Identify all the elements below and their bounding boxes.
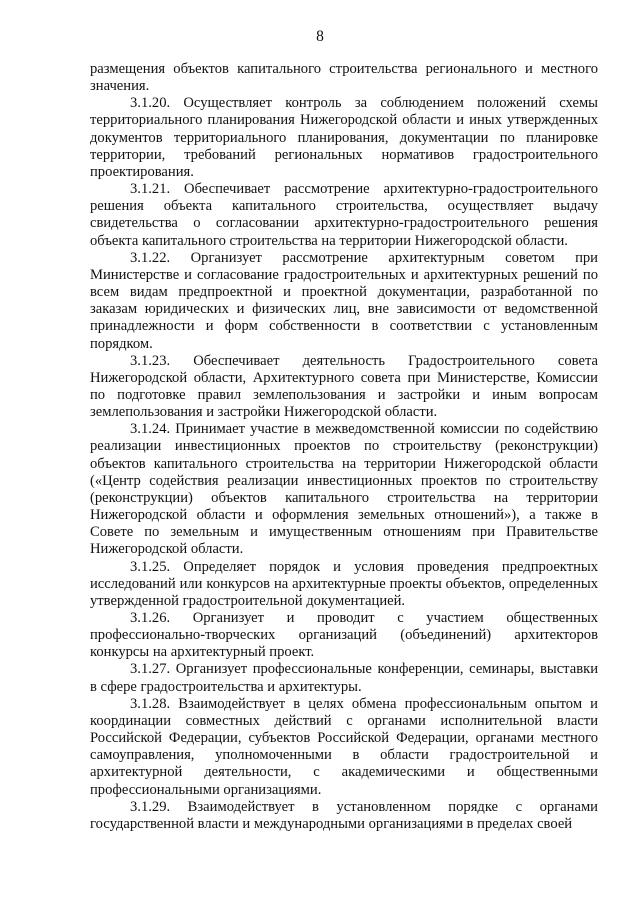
- paragraph-3-1-28: 3.1.28. Взаимодействует в целях обмена профессиональным опытом и координации совместных действий с органами исполнительной власти Российской Федерации, субъектов Российской Федерации, органами местного самоуправления, уполномоченными в области градостроительной и архитектурной деятельности, с академическими и общественными профессиональными организациями.: [90, 695, 598, 798]
- paragraph-3-1-24: 3.1.24. Принимает участие в межведомственной комиссии по содействию реализации инвестиционных проектов по строительству (реконструкции) объектов капитального строительства на территории Нижегородской области («Центр содействия реализации инвестиционных проектов по строительству (реконструкции) объектов капитального строительства на территории Нижегородской области и оформления земельных отношений»), а также в Совете по земельным и имущественным отношениям при Правительстве Нижегородской области.: [90, 421, 598, 558]
- paragraph-continuation: размещения объектов капитального строительства регионального и местного значения.: [90, 61, 598, 95]
- paragraph-3-1-23: 3.1.23. Обеспечивает деятельность Градостроительного совета Нижегородской области, Архитектурного совета при Министерстве, Комиссии по подготовке правил землепользования и застройки и иным вопросам землепользования и застройки Нижегородской области.: [90, 352, 598, 421]
- paragraph-3-1-27: 3.1.27. Организует профессиональные конференции, семинары, выставки в сфере градостроительства и архитектуры.: [90, 661, 598, 695]
- paragraph-3-1-20: 3.1.20. Осуществляет контроль за соблюдением положений схемы территориального планирования Нижегородской области и иных утвержденных документов территориального планирования, документации по планировке территории, требований региональных нормативов градостроительного проектирования.: [90, 95, 598, 180]
- paragraph-3-1-21: 3.1.21. Обеспечивает рассмотрение архитектурно-градостроительного решения объекта капитального строительства, осуществляет выдачу свидетельства о согласовании архитектурно-градостроительного решения объекта капитального строительства на территории Нижегородской области.: [90, 181, 598, 249]
- document-body: [90, 61, 598, 833]
- paragraph-3-1-25: 3.1.25. Определяет порядок и условия проведения предпроектных исследований или конкурсов на архитектурные проекты объектов, определенных утвержденной градостроительной документацией.: [90, 558, 598, 609]
- paragraph-3-1-29: 3.1.29. Взаимодействует в установленном порядке с органами государственной власти и международными организациями в пределах своей: [90, 798, 598, 832]
- paragraph-3-1-26: 3.1.26. Организует и проводит с участием общественных профессионально-творческих организаций (объединений) архитекторов конкурсы на архитектурный проект.: [90, 610, 598, 661]
- paragraph-3-1-22: 3.1.22. Организует рассмотрение архитектурным советом при Министерстве и согласование градостроительных и архитектурных решений по всем видам предпроектной и проектной документации, разработанной по заказам юридических и физических лиц, вне зависимости от ведомственной принадлежности и форм собственности в соответствии с установленным порядком.: [90, 249, 598, 352]
- page-number: 8: [316, 28, 324, 45]
